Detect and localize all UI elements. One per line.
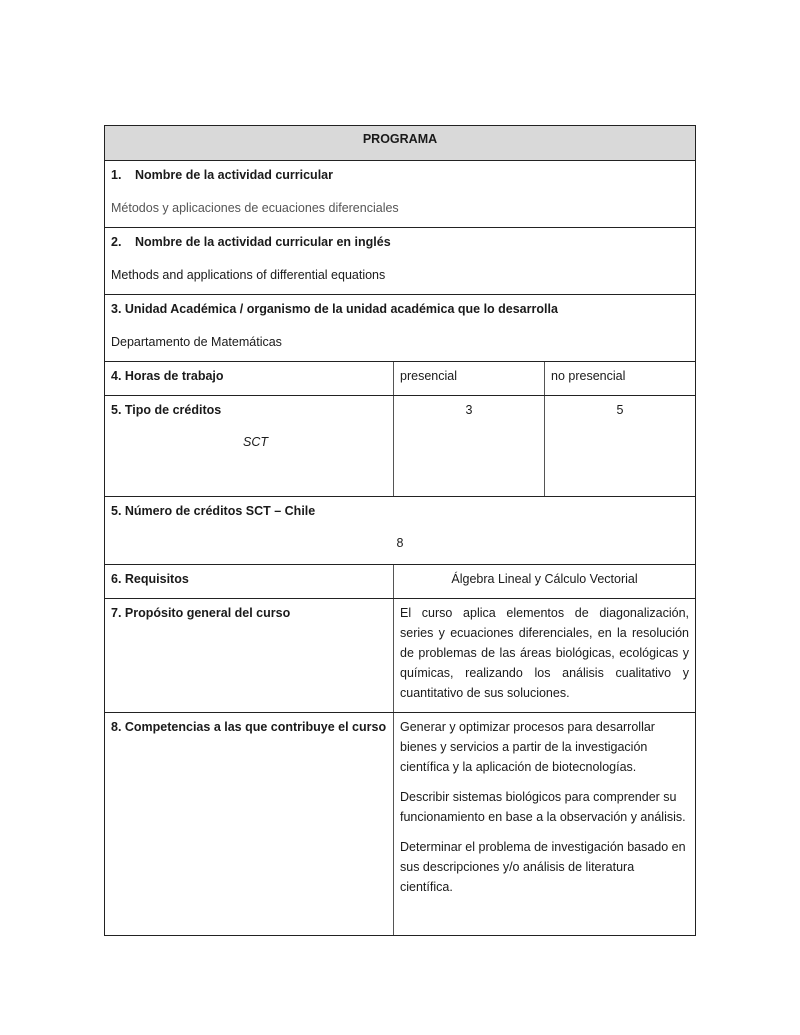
work-hours-label: 4. Horas de trabajo <box>105 362 394 395</box>
row-competencies <box>105 713 695 935</box>
row-purpose <box>105 599 695 713</box>
table-header-row <box>105 126 695 161</box>
sct-credits-label: 5. Número de créditos SCT – Chile <box>111 504 316 518</box>
competencies-label: 8. Competencias a las que contribuye el curso <box>105 713 394 935</box>
academic-unit-label: 3. Unidad Académica / organismo de la unidad académica que lo desarrolla <box>111 302 558 316</box>
row-course-name-english <box>105 228 695 295</box>
row-requirements <box>105 565 695 599</box>
no-presencial-header: no presencial <box>551 369 626 383</box>
competency-item: Determinar el problema de investigación basado en sus descripciones y/o análisis de literatura científica. <box>400 840 686 894</box>
presencial-credits: 3 <box>394 396 545 496</box>
program-table <box>104 125 696 936</box>
purpose-label: 7. Propósito general del curso <box>105 599 394 712</box>
course-name-english-label: 2. Nombre de la actividad curricular en inglés <box>111 235 391 249</box>
course-name-value: Métodos y aplicaciones de ecuaciones diferenciales <box>111 201 399 215</box>
row-course-name <box>105 161 695 228</box>
requirements-label: 6. Requisitos <box>105 565 394 598</box>
competency-item: Generar y optimizar procesos para desarrollar bienes y servicios a partir de la investigación científica y la aplicación de biotecnologías. <box>400 720 655 774</box>
requirements-value: Álgebra Lineal y Cálculo Vectorial <box>451 572 638 586</box>
competencies-list <box>394 713 695 935</box>
row-credit-type <box>105 396 695 497</box>
presencial-header: presencial <box>394 362 545 395</box>
table-title: PROGRAMA <box>362 132 438 146</box>
purpose-value: El curso aplica elementos de diagonalización, series y ecuaciones diferenciales, en la resolución de problemas de las áreas biológicas, ecológicas y químicas, realizando los análisis cualitativo y cuantitativo de sus soluciones. <box>400 606 689 700</box>
credit-type-value: SCT <box>243 435 268 449</box>
credit-type-label: 5. Tipo de créditos <box>111 403 222 417</box>
row-academic-unit <box>105 295 695 362</box>
row-sct-credits <box>105 497 695 565</box>
course-name-english-value: Methods and applications of differential equations <box>111 268 386 282</box>
competency-item: Describir sistemas biológicos para comprender su funcionamiento en base a la observación y análisis. <box>400 790 686 824</box>
course-name-label: 1. Nombre de la actividad curricular <box>111 168 333 182</box>
no-presencial-credits: 5 <box>616 403 624 417</box>
sct-credits-value: 8 <box>396 536 404 550</box>
academic-unit-value: Departamento de Matemáticas <box>111 335 282 349</box>
row-work-hours <box>105 362 695 396</box>
